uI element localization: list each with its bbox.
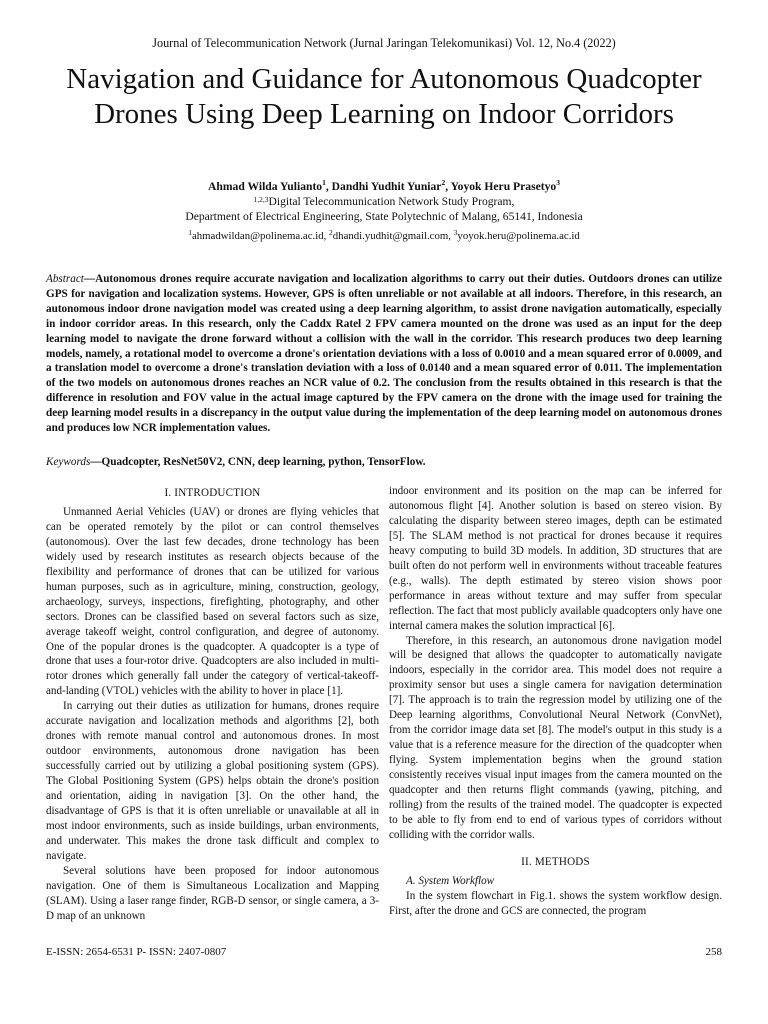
author-sup: 1 <box>322 178 326 187</box>
paragraph: Therefore, in this research, an autonomous drone navigation model will be designed that allows the quadcopter to automatically navigate indoors, especially in the corridor area. This model does not require a proximity sensor but uses a single camera for navigation determination [7]. The approach is to train the regression model by utilizing one of the Deep learning algorithms, Convolutional Neural Network (ConvNet), from the corridor image data set [8]. The model's output in this study is a value that is a reference measure for the direction of the quadcopter when flying. System implementation begins when the ground station consistently receives visual input images from the camera mounted on the quadcopter and then returns flight commands (yawing, pitching, and rolling) from the results of the trained model. The quadcopter is expected to be able to fly from end to end of various types of corridors without colliding with the corridor walls. <box>389 634 722 841</box>
paragraph: Several solutions have been proposed for indoor autonomous navigation. One of them is Simultaneous Localization and Mapping (SLAM). Using a laser range finder, RGB-D sensor, or single camera, a 3-D map of an unknown <box>46 864 379 922</box>
keywords <box>46 456 722 468</box>
author-name: Ahmad Wilda Yulianto <box>208 180 323 193</box>
author-sup: 3 <box>556 178 560 187</box>
author-list: Ahmad Wilda Yulianto$^1$, Dandhi Yudhit Yuniar$^2$, Yoyok Heru Prasetyo$^3$ <box>208 178 560 193</box>
journal-header: Journal of Telecommunication Network (Jurnal Jaringan Telekomunikasi) Vol. 12, No.4 (2022) <box>152 36 616 50</box>
abstract-text: —Autonomous drones require accurate navigation and localization algorithms to carry out their duties. Outdoors drones can utilize GPS for navigation and localization systems. However, GPS is often unreliable or not available at all indoors. Therefore, in this research, an autonomous indoor drone navigation model was created using a deep learning algorithm, to assist drone navigation automatically, especially in indoor corridor areas. In this research, only the Caddx Ratel 2 FPV camera mounted on the drone was used as an input for the deep learning model to navigate the drone forward without a collision with the wall in the corridor. This research produces two deep learning models, namely, a rotational model to overcome a drone's orientation deviations with a loss of 0.0010 and a mean squared error of 0.0009, and a translation model to overcome a drone's translation deviation with a loss of 0.0140 and a mean squared error of 0.011. The implementation of the two models on autonomous drones reaches an NCR value of 0.2. The conclusion from the results obtained in this research is that the difference in resolution and FOV value in the actual image captured by the FPV camera on the drone with the image used for training the deep learning model results in a discrepancy in the output value during the implementation of the deep learning model on autonomous drones and produces low NCR implementation values. <box>46 273 722 435</box>
subsection-heading: A. System Workflow <box>406 874 495 887</box>
paragraph: Unmanned Aerial Vehicles (UAV) or drones are flying vehicles that can be operated remotely by the pilot or can control themselves (autonomous). Over the last few decades, drone technology has been widely used by research institutes as research objects because of the flexibility and performance of drones that can be utilized for various human purposes, such as in agriculture, mining, construction, geology, archaeology, surveys, inspections, firefighting, photography, and other sectors. Drones can be classified based on several factors such as size, average takeoff weight, control configuration, and degree of autonomy. One of the popular drones is the quadcopter. A quadcopter is a type of drone that uses a four-rotor drive. Quadcopters are also included in multi-rotor drones which generally fall under the category of vertical-takeoff-and-landing (VTOL) vehicles with the ability to hover in place [1]. <box>46 505 379 698</box>
keywords-label: Keywords <box>46 456 91 468</box>
affiliation-line: Department of Electrical Engineering, State Polytechnic of Malang, 65141, Indonesia <box>185 210 583 223</box>
email-address: yoyok.heru@polinema.ac.id <box>457 230 580 242</box>
keywords-text: —Quadcopter, ResNet50V2, CNN, deep learning, python, TensorFlow. <box>90 456 426 468</box>
email-sup: 2 <box>329 228 333 237</box>
affiliation <box>0 194 768 224</box>
paragraph: In carrying out their duties as utilization for humans, drones require accurate navigation and localization methods and algorithms [2], both drones with remote manual control and autonomous drones. In most outdoor environments, autonomous drone navigation has been successfully carried out by utilizing a global positioning system (GPS). The Global Positioning System (GPS) helps obtain the drone's position and orientation, aiding in navigation [3]. On the other hand, the disadvantage of GPS is that it is often unreliable or unavailable at all in most indoor environments, such as inside buildings, urban environments, and underwater. This makes the drone task difficult and complex to navigate. <box>46 700 379 862</box>
paragraph: In the system flowchart in Fig.1. shows the system workflow design. First, after the drone and GCS are connected, the program <box>389 889 722 917</box>
email-sup: 1 <box>188 228 192 237</box>
affiliation-line: Digital Telecommunication Network Study Program, <box>268 195 515 208</box>
right-column <box>389 484 722 919</box>
email-list: $^1$ahmadwildan@polinema.ac.id, $^2$dhandi.yudhit@gmail.com, $^3$yoyok.heru@polinema.ac.id <box>188 228 580 242</box>
section-heading-introduction: I. INTRODUCTION <box>164 487 261 499</box>
abstract-label: Abstract <box>46 273 84 285</box>
left-column <box>46 484 379 924</box>
email-address: ahmadwildan@polinema.ac.id <box>191 230 324 242</box>
page-number: 258 <box>705 946 722 958</box>
email-sup: 3 <box>453 228 458 237</box>
affiliation-sup: 1,2,3 <box>253 195 269 204</box>
abstract <box>46 272 722 436</box>
paper-title: Navigation and Guidance for Autonomous Quadcopter Drones Using Deep Learning on Indoor Corridors <box>66 63 702 130</box>
footer-issn: E-ISSN: 2654-6531 P- ISSN: 2407-0807 <box>46 946 227 958</box>
author-name: Dandhi Yudhit Yuniar <box>331 180 442 193</box>
email-address: dhandi.yudhit@gmail.com <box>332 230 449 242</box>
author-name: Yoyok Heru Prasetyo <box>450 180 557 193</box>
section-heading-methods: II. METHODS <box>521 855 590 868</box>
author-sup: 2 <box>441 178 446 187</box>
paragraph: indoor environment and its position on the map can be inferred for autonomous flight [4]. Another solution is based on stereo vision. By calculating the disparity between stereo images, depth can be estimated [5]. The SLAM method is not practical for drones because it requires heavy computing to build 3D models. In addition, 3D structures that are built often do not perform well in environments without traceable features (e.g., walls). The depth estimated by stereo vision shows poor performance in areas without texture and may suffer from specular reflection. The fact that most publicly available quadcopters only have one internal camera makes the solution impractical [6]. <box>389 485 722 632</box>
